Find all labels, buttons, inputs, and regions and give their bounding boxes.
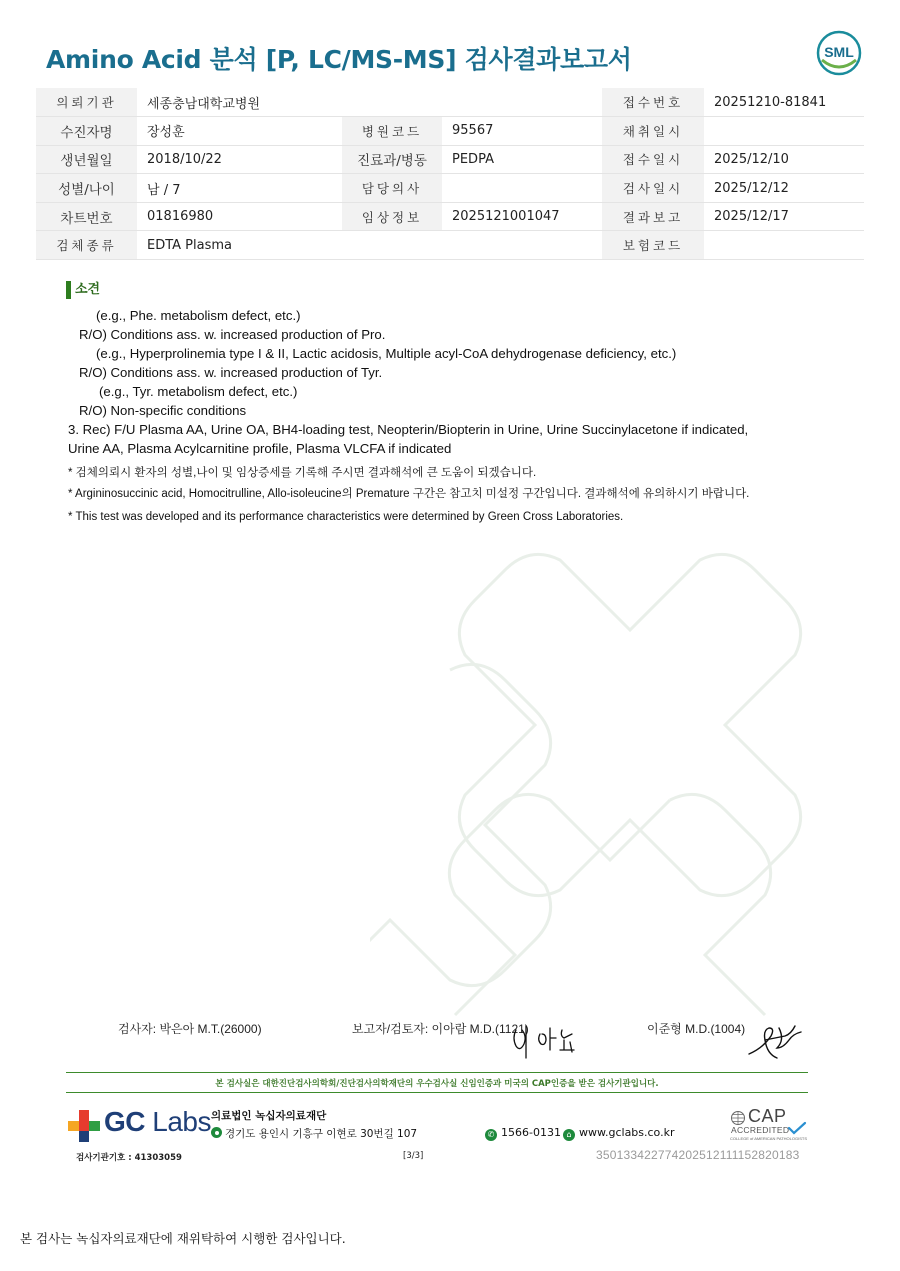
footer-divider (66, 1092, 808, 1093)
phone-icon: ✆ (485, 1129, 497, 1141)
value-sex-age: 남 / 7 (137, 174, 342, 203)
note-item: * This test was developed and its performance characteristics were determined by Green Cross Laboratories. (68, 511, 624, 523)
label-receipt-number: 접수번호 (602, 88, 704, 117)
phone-text: 1566-0131 (501, 1126, 561, 1139)
page-number: [3/3] (403, 1151, 424, 1161)
findings-line: (e.g., Phe. metabolism defect, etc.) (96, 308, 301, 323)
label-sex-age: 성별/나이 (36, 174, 137, 203)
note-item: * Argininosuccinic acid, Homocitrulline, Allo-isoleucine의 Premature 구간은 참고치 미설정 구간입니다. 결과해석에 유의하시기 바랍니다. (68, 488, 750, 500)
patient-info-table (36, 88, 864, 260)
table-row (36, 88, 864, 117)
footer-divider (66, 1072, 808, 1073)
label-requesting-institution: 의뢰기관 (36, 88, 137, 117)
value-birth-date: 2018/10/22 (137, 145, 342, 174)
findings-line: (e.g., Tyr. metabolism defect, etc.) (99, 384, 298, 399)
findings-line: R/O) Conditions ass. w. increased production of Tyr. (79, 365, 383, 380)
label-insurance-code: 보험코드 (602, 231, 704, 260)
home-icon: ⌂ (563, 1129, 575, 1141)
value-patient-name: 장성훈 (137, 117, 342, 146)
accreditation-statement: 본 검사실은 대한진단검사의학회/진단검사의학재단의 우수검사실 신임인증과 미국의 CAP인증을 받은 검사기관입니다. (215, 1079, 659, 1089)
label-test-datetime: 검사일시 (602, 174, 704, 203)
table-row (36, 174, 864, 203)
value-specimen-type: EDTA Plasma (137, 231, 602, 260)
label-chart-number: 차트번호 (36, 202, 137, 231)
website-text: www.gclabs.co.kr (579, 1126, 675, 1139)
doctor-handwritten-signature-icon (745, 1018, 809, 1060)
value-insurance-code (704, 231, 864, 260)
findings-line: 3. Rec) F/U Plasma AA, Urine OA, BH4-loading test, Neopterin/Biopterin in Urine, Urine Succinylacetone if indicated, (68, 422, 749, 437)
report-title: Amino Acid 분석 [P, LC/MS-MS] 검사결과보고서 (46, 45, 632, 74)
barcode-number: 350133422774202512111152820183 (596, 1148, 800, 1162)
reporter-handwritten-signature-icon (508, 1020, 582, 1060)
tester-signature-label: 검사자: 박은아 M.T.(26000) (118, 1022, 262, 1036)
findings-heading: 소견 (66, 281, 100, 299)
table-row (36, 145, 864, 174)
reporter-signature-label: 보고자/검토자: 이아람 M.D.(1121) (352, 1022, 529, 1036)
label-hospital-code: 병원코드 (342, 117, 442, 146)
value-receipt-datetime: 2025/12/10 (704, 145, 864, 174)
checkmark-icon (787, 1121, 807, 1135)
cap-globe-icon (730, 1110, 748, 1126)
label-patient-name: 수진자명 (36, 117, 137, 146)
cap-subtitle: COLLEGE of AMERICAN PATHOLOGISTS (730, 1136, 807, 1141)
value-department: PEDPA (442, 145, 602, 174)
value-requesting-institution: 세종충남대학교병원 (137, 88, 602, 117)
label-result-report: 결과보고 (602, 202, 704, 231)
gclabs-logo-labs: Labs (152, 1106, 211, 1137)
findings-line: Urine AA, Plasma Acylcarnitine profile, Plasma VLCFA if indicated (68, 441, 452, 456)
table-row (36, 231, 864, 260)
footer-website (563, 1126, 675, 1141)
outsourcing-note: 본 검사는 녹십자의료재단에 재위탁하여 시행한 검사입니다. (20, 1231, 346, 1246)
value-result-report: 2025/12/17 (704, 202, 864, 231)
value-hospital-code: 95567 (442, 117, 602, 146)
findings-line: R/O) Conditions ass. w. increased production of Pro. (79, 327, 386, 342)
value-receipt-number: 20251210-81841 (704, 88, 864, 117)
value-chart-number: 01816980 (137, 202, 342, 231)
value-collection-datetime (704, 117, 864, 146)
findings-line: R/O) Non-specific conditions (79, 403, 247, 418)
address-text: 경기도 용인시 기흥구 이현로 30번길 107 (225, 1128, 418, 1140)
location-pin-icon (211, 1127, 222, 1138)
doctor-signature-label: 이준형 M.D.(1004) (647, 1022, 746, 1036)
findings-text (68, 306, 748, 458)
value-attending-doctor (442, 174, 602, 203)
table-row (36, 202, 864, 231)
cross-watermark-icon (370, 540, 840, 1020)
sml-logo-text: SML (824, 44, 854, 60)
findings-line: (e.g., Hyperprolinemia type I & II, Lactic acidosis, Multiple acyl-CoA dehydrogenase deficiency, etc.) (96, 346, 677, 361)
note-item: * 검체의뢰시 환자의 성별,나이 및 임상증세를 기록해 주시면 결과해석에 큰 도움이 되겠습니다. (68, 467, 537, 479)
label-attending-doctor: 담당의사 (342, 174, 442, 203)
table-row (36, 117, 864, 146)
label-specimen-type: 검체종류 (36, 231, 137, 260)
footer-phone (485, 1126, 561, 1141)
value-clinical-info: 2025121001047 (442, 202, 602, 231)
report-notes (68, 463, 749, 528)
institution-number: 검사기관기호 : 41303059 (76, 1153, 182, 1163)
cap-accredited-text: ACCREDITED (731, 1125, 790, 1135)
label-clinical-info: 임상정보 (342, 202, 442, 231)
gclabs-logo (104, 1106, 211, 1138)
sml-logo-icon (816, 30, 862, 76)
foundation-name: 의료법인 녹십자의료재단 (211, 1110, 327, 1122)
value-test-datetime: 2025/12/12 (704, 174, 864, 203)
label-receipt-datetime: 접수일시 (602, 145, 704, 174)
gc-cross-logo-icon (66, 1108, 102, 1144)
label-department: 진료과/병동 (342, 145, 442, 174)
cap-logo-text: CAP (748, 1106, 787, 1126)
gclabs-logo-gc: GC (104, 1106, 145, 1137)
label-birth-date: 생년월일 (36, 145, 137, 174)
label-collection-datetime: 채취일시 (602, 117, 704, 146)
footer-address (211, 1126, 417, 1141)
